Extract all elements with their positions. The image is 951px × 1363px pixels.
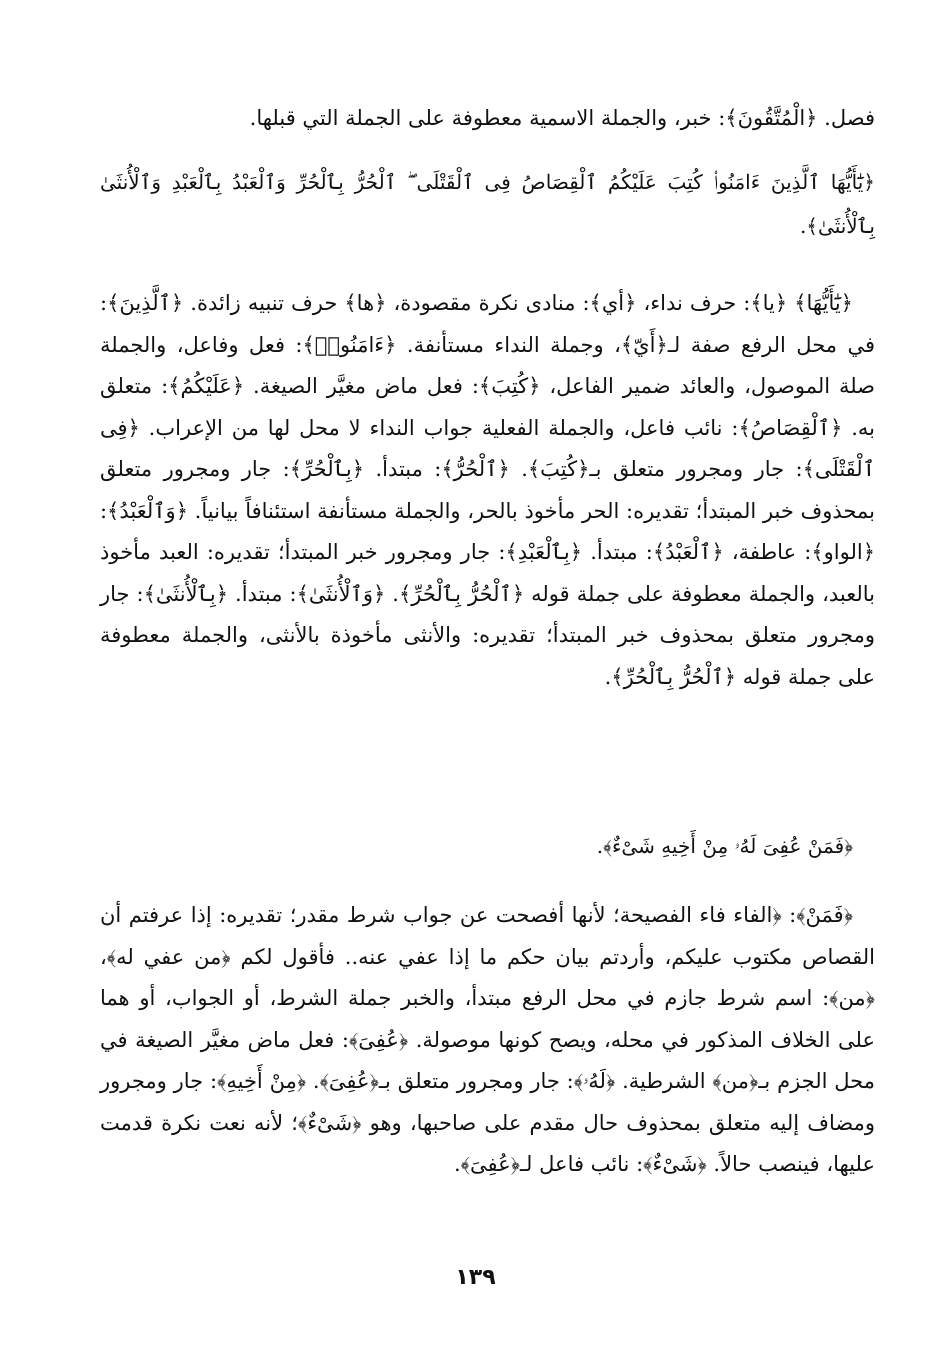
paragraph-1-text: ﴿يَٰٓأَيُّهَا﴾ ﴿يا﴾: حرف نداء، ﴿أي﴾: منادى نكرة مقصودة، ﴿ها﴾ حرف تنبيه زائدة. ﴿ٱلَّذِينَ﴾: في محل الرفع صفة لـ﴿أَيّ﴾، وجملة النداء مستأنفة. ﴿ءَامَنُوا۟﴾: فعل وفاعل، والجملة صلة الموصول، والعائد ضمير الفاعل، ﴿كُتِبَ﴾: فعل ماض مغيَّر الصيغة. ﴿عَلَيْكُمُ﴾: متعلق به. ﴿ٱلْقِصَاصُ﴾: نائب فاعل، والجملة الفعلية جواب النداء لا محل لها من الإعراب. ﴿فِى ٱلْقَتْلَى﴾: جار ومجرور متعلق بـ﴿كُتِبَ﴾. ﴿ٱلْحُرُّ﴾: مبتدأ. ﴿بِٱلْحُرِّ﴾: جار ومجرور متعلق بمحذوف خبر المبتدأ؛ تقديره: الحر مأخوذ بالحر، والجملة مستأنفة استئنافاً بيانياً. ﴿وَٱلْعَبْدُ﴾: ﴿الواو﴾: عاطفة، ﴿ٱلْعَبْدُ﴾: مبتدأ. ﴿بِٱلْعَبْدِ﴾: جار ومجرور خبر المبتدأ؛ تقديره: العبد مأخوذ بالعبد، والجملة معطوفة على جملة قوله ﴿ٱلْحُرُّ بِٱلْحُرِّ﴾. ﴿وَٱلْأُنثَىٰ﴾: مبتدأ. ﴿بِٱلْأُنثَىٰ﴾: جار ومجرور متعلق بمحذوف خبر المبتدأ؛ تقديره: والأنثى مأخوذة بالأنثى، والجملة معطوفة على جملة قوله ﴿ٱلْحُرُّ بِٱلْحُرِّ﴾. [99,291,875,689]
grammar-paragraph-1 [100,283,875,698]
intro-line [100,98,875,138]
verse-2-text: ﴿فَمَنْ عُفِىَ لَهُۥ مِنْ أَخِيهِ شَىْءٌ﴾. [596,834,853,858]
quran-verse-2 [100,826,875,866]
paragraph-2-text: ﴿فَمَنْ﴾: ﴿الفاء فاء الفصيحة؛ لأنها أفصحت عن جواب شرط مقدر؛ تقديره: إذا عرفتم أن القصاص مكتوب عليكم، وأردتم بيان حكم ما إذا عفي عنه.. فأقول لكم ﴿من عفي له﴾، ﴿من﴾: اسم شرط جازم في محل الرفع مبتدأ، والخبر جملة الشرط، أو الجواب، أو هما على الخلاف المذكور في محله، ويصح كونها موصولة. ﴿عُفِىَ﴾: فعل ماض مغيَّر الصيغة في محل الجزم بـ﴿من﴾ الشرطية. ﴿لَهُۥ﴾: جار ومجرور متعلق بـ﴿عُفِىَ﴾. ﴿مِنْ أَخِيهِ﴾: جار ومجرور ومضاف إليه متعلق بمحذوف حال مقدم على صاحبها، وهو ﴿شَىْءٌ﴾؛ لأنه نعت نكرة قدمت عليها، فينصب حالاً. ﴿شَىْءٌ﴾: نائب فاعل لـ﴿عُفِىَ﴾. [100,903,875,1176]
verse-1-text: ﴿يَٰٓأَيُّهَا ٱلَّذِينَ ءَامَنُوا۟ كُتِبَ عَلَيْكُمُ ٱلْقِصَاصُ فِى ٱلْقَتْلَى ۖ ٱلْحُرُّ بِٱلْحُرِّ وَٱلْعَبْدُ بِٱلْعَبْدِ وَٱلْأُنثَىٰ بِٱلْأُنثَىٰ﴾. [100,170,875,238]
page-number: ١٣٩ [455,1265,496,1290]
quran-verse-1 [100,160,875,248]
intro-text: فصل. ﴿الْمُتَّقُونَ﴾: خبر، والجملة الاسمية معطوفة على الجملة التي قبلها. [249,106,875,130]
grammar-paragraph-2 [100,895,875,1186]
